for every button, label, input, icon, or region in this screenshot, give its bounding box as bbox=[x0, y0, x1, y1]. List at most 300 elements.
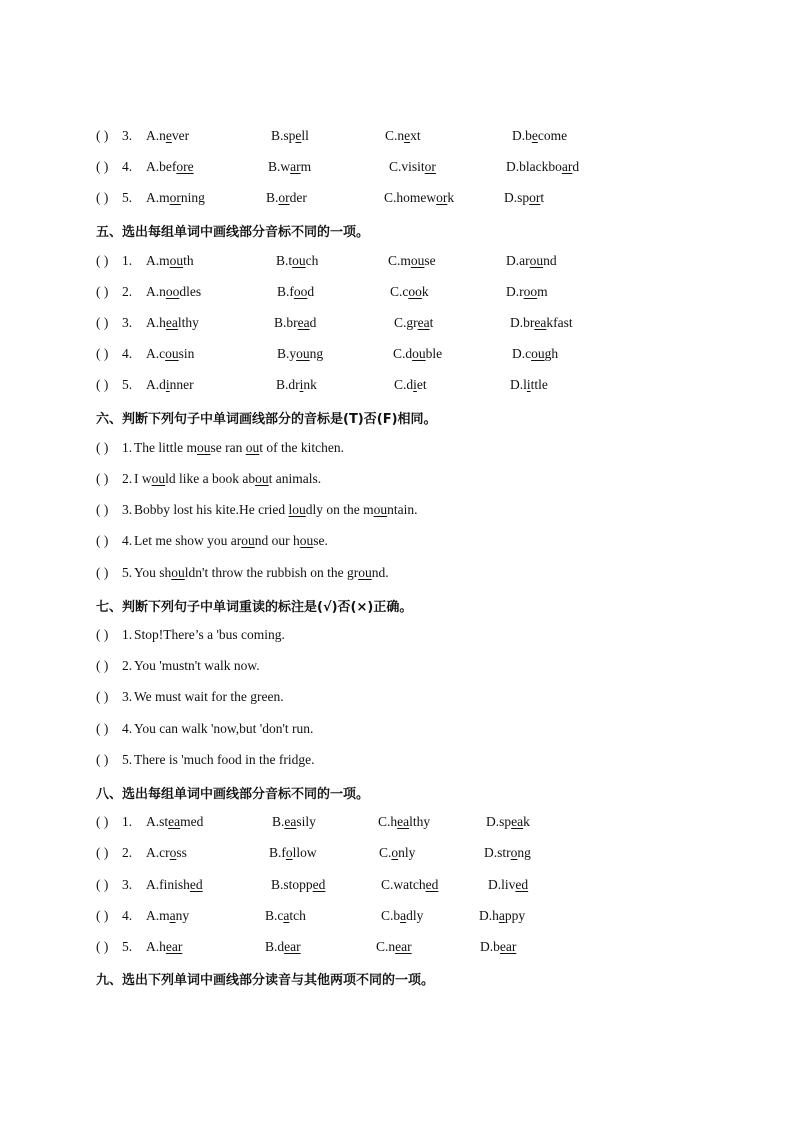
option-text-before: C. bbox=[379, 845, 392, 860]
question-number: 4. bbox=[122, 908, 133, 923]
option-word bbox=[506, 251, 557, 271]
underlined-letters: or bbox=[436, 190, 448, 205]
option-word bbox=[277, 344, 323, 364]
option-word bbox=[146, 251, 194, 271]
option-word bbox=[146, 282, 201, 302]
option-text-after: ning bbox=[180, 190, 205, 205]
option-text-before: A.c bbox=[146, 346, 166, 361]
question-row bbox=[96, 375, 696, 395]
option-word bbox=[146, 937, 182, 957]
option-text-before: B.t bbox=[276, 253, 293, 268]
sentence-text: ldn't throw the rubbish on the gr bbox=[184, 565, 359, 580]
option-text-after: th bbox=[183, 253, 194, 268]
question-number: 4. bbox=[122, 159, 133, 174]
sentence-text: The little m bbox=[134, 440, 197, 455]
option-text-before: B.f bbox=[269, 845, 286, 860]
underlined-letters: ed bbox=[312, 877, 326, 892]
option-word bbox=[146, 126, 189, 146]
question-number: 4. bbox=[122, 721, 133, 736]
option-text-before: C.visit bbox=[389, 159, 425, 174]
option-text-after: nner bbox=[169, 377, 194, 392]
answer-blank[interactable]: ( ) bbox=[96, 315, 109, 330]
option-text-after: d bbox=[309, 315, 317, 330]
question-row bbox=[96, 687, 696, 707]
sentence bbox=[134, 656, 260, 676]
option-text-after: ll bbox=[301, 128, 309, 143]
option-text-before: A.st bbox=[146, 814, 169, 829]
option-text-before: A.finish bbox=[146, 877, 190, 892]
sentence-text: We must wait for the green. bbox=[134, 689, 284, 704]
option-text-after: d bbox=[572, 159, 580, 174]
option-text-before: B.f bbox=[277, 284, 294, 299]
sentence-text: nd. bbox=[371, 565, 389, 580]
option-text-after: ss bbox=[176, 845, 187, 860]
option-text-after: k bbox=[447, 190, 455, 205]
underlined-letters: i bbox=[299, 377, 304, 392]
sentence-text: t animals. bbox=[268, 471, 322, 486]
question-row bbox=[96, 282, 696, 302]
option-word bbox=[393, 344, 442, 364]
sentence bbox=[134, 625, 285, 645]
question-row bbox=[96, 625, 696, 645]
option-word bbox=[274, 313, 316, 333]
option-text-before: C.gr bbox=[394, 315, 418, 330]
option-text-before: B. bbox=[266, 190, 279, 205]
underlined-letters: ear bbox=[499, 939, 517, 954]
answer-blank[interactable]: ( ) bbox=[96, 253, 109, 268]
answer-blank[interactable]: ( ) bbox=[96, 939, 109, 954]
question-number: 3. bbox=[122, 502, 133, 517]
underlined-letters: ou bbox=[296, 346, 310, 361]
underlined-letters: oo bbox=[293, 284, 308, 299]
option-word bbox=[510, 375, 548, 395]
question-number: 1. bbox=[122, 440, 133, 455]
underlined-letters: ou bbox=[410, 253, 425, 268]
question-number: 3. bbox=[122, 315, 133, 330]
option-word bbox=[146, 843, 187, 863]
option-text-before: C.c bbox=[390, 284, 409, 299]
option-text-after: xt bbox=[410, 128, 421, 143]
option-word bbox=[394, 313, 433, 333]
option-text-before: B.y bbox=[277, 346, 297, 361]
question-number: 5. bbox=[122, 565, 133, 580]
option-text-after: t bbox=[540, 190, 545, 205]
question-number: 1. bbox=[122, 627, 133, 642]
sentence-text: ld like a book ab bbox=[165, 471, 256, 486]
underlined-letters: ou bbox=[245, 440, 260, 455]
underlined-letters: ou bbox=[299, 533, 314, 548]
option-text-after: tch bbox=[289, 908, 306, 923]
answer-blank[interactable]: ( ) bbox=[96, 377, 109, 392]
option-text-before: C.watch bbox=[381, 877, 426, 892]
answer-blank[interactable]: ( ) bbox=[96, 565, 109, 580]
option-text-before: A.m bbox=[146, 190, 170, 205]
option-word bbox=[146, 157, 194, 177]
section-heading: 八、选出每组单词中画线部分音标不同的一项。 bbox=[96, 787, 370, 802]
sentence-text: There is 'much food in the fridge. bbox=[134, 752, 315, 767]
option-word bbox=[512, 126, 567, 146]
question-row bbox=[96, 188, 696, 208]
underlined-letters: ou bbox=[412, 346, 426, 361]
option-text-before: D.sp bbox=[504, 190, 530, 205]
answer-blank[interactable]: ( ) bbox=[96, 533, 109, 548]
question-row bbox=[96, 251, 696, 271]
question-number: 2. bbox=[122, 471, 133, 486]
option-word bbox=[484, 843, 531, 863]
underlined-letters: ou bbox=[169, 253, 184, 268]
option-text-before: A.cr bbox=[146, 845, 170, 860]
option-text-after: ttle bbox=[530, 377, 548, 392]
question-row bbox=[96, 531, 696, 551]
option-text-before: C.d bbox=[393, 346, 413, 361]
option-word bbox=[506, 282, 548, 302]
underlined-letters: ed bbox=[189, 877, 203, 892]
option-text-after: ble bbox=[425, 346, 443, 361]
sentence bbox=[134, 750, 315, 770]
underlined-letters: ou bbox=[255, 471, 269, 486]
underlined-letters: a bbox=[283, 908, 290, 923]
option-text-before: B.stopp bbox=[271, 877, 313, 892]
question-row bbox=[96, 157, 696, 177]
answer-blank[interactable]: ( ) bbox=[96, 440, 109, 455]
answer-blank[interactable]: ( ) bbox=[96, 159, 109, 174]
underlined-letters: ou bbox=[531, 346, 545, 361]
underlined-letters: a bbox=[498, 908, 505, 923]
underlined-letters: oo bbox=[408, 284, 422, 299]
option-text-before: C.d bbox=[394, 377, 414, 392]
underlined-letters: ou bbox=[165, 346, 179, 361]
option-text-after: med bbox=[180, 814, 204, 829]
underlined-letters: i bbox=[413, 377, 417, 392]
option-word bbox=[504, 188, 544, 208]
underlined-letters: e bbox=[531, 128, 538, 143]
question-row bbox=[96, 906, 696, 926]
underlined-letters: o bbox=[285, 845, 293, 860]
underlined-letters: ear bbox=[395, 939, 412, 954]
section-heading: 七、判断下列句子中单词重读的标注是(√)否(×)正确。 bbox=[96, 600, 413, 615]
underlined-letters: ou bbox=[373, 502, 388, 517]
answer-blank[interactable]: ( ) bbox=[96, 908, 109, 923]
underlined-letters: lou bbox=[288, 502, 306, 517]
option-word bbox=[146, 375, 194, 395]
option-text-after: ng bbox=[517, 845, 531, 860]
option-text-before: B.br bbox=[274, 315, 298, 330]
underlined-letters: i bbox=[526, 377, 531, 392]
option-text-after: lthy bbox=[409, 814, 431, 829]
underlined-letters: oo bbox=[523, 284, 538, 299]
underlined-letters: ou bbox=[241, 533, 255, 548]
option-word bbox=[388, 251, 436, 271]
underlined-letters: oo bbox=[165, 284, 180, 299]
underlined-letters: ea bbox=[511, 814, 524, 829]
option-word bbox=[269, 843, 317, 863]
option-text-before: A.n bbox=[146, 284, 166, 299]
option-text-before: A.h bbox=[146, 315, 166, 330]
underlined-letters: ea bbox=[417, 315, 430, 330]
option-text-after: t bbox=[429, 315, 434, 330]
option-text-after: m bbox=[300, 159, 312, 174]
option-text-before: C.homew bbox=[384, 190, 437, 205]
option-word bbox=[146, 313, 199, 333]
answer-blank[interactable]: ( ) bbox=[96, 845, 109, 860]
underlined-letters: o bbox=[391, 845, 399, 860]
option-text-before: D.liv bbox=[488, 877, 516, 892]
underlined-letters: i bbox=[165, 377, 170, 392]
underlined-letters: o bbox=[169, 845, 177, 860]
option-word bbox=[265, 906, 306, 926]
option-text-before: B.c bbox=[265, 908, 284, 923]
question-number: 2. bbox=[122, 284, 133, 299]
option-text-before: D.h bbox=[479, 908, 499, 923]
underlined-letters: ea bbox=[534, 315, 547, 330]
option-word bbox=[385, 126, 421, 146]
option-text-before: B. bbox=[272, 814, 285, 829]
option-word bbox=[479, 906, 525, 926]
sentence bbox=[134, 563, 389, 583]
option-text-before: A.bef bbox=[146, 159, 177, 174]
underlined-letters: ea bbox=[165, 315, 178, 330]
option-word bbox=[384, 188, 454, 208]
answer-blank[interactable]: ( ) bbox=[96, 627, 109, 642]
option-text-after: dly bbox=[406, 908, 424, 923]
option-text-after: dles bbox=[179, 284, 202, 299]
question-number: 5. bbox=[122, 939, 133, 954]
option-text-after: ppy bbox=[504, 908, 526, 923]
underlined-letters: or bbox=[278, 190, 290, 205]
option-text-after: gh bbox=[544, 346, 559, 361]
sentence-text: Bobby lost his kite.He cried bbox=[134, 502, 289, 517]
question-number: 4. bbox=[122, 346, 133, 361]
option-word bbox=[271, 126, 309, 146]
option-word bbox=[265, 937, 301, 957]
option-text-before: B.d bbox=[265, 939, 285, 954]
sentence-text: You 'mustn't walk now. bbox=[134, 658, 260, 673]
sentence bbox=[134, 500, 418, 520]
option-word bbox=[506, 157, 579, 177]
option-text-before: A.d bbox=[146, 377, 166, 392]
question-row bbox=[96, 313, 696, 333]
option-word bbox=[268, 157, 311, 177]
sentence bbox=[134, 531, 328, 551]
option-text-before: C.m bbox=[388, 253, 411, 268]
sentence bbox=[134, 719, 313, 739]
question-row bbox=[96, 812, 696, 832]
sentence bbox=[134, 469, 321, 489]
option-text-before: A.h bbox=[146, 939, 166, 954]
underlined-letters: ear bbox=[284, 939, 301, 954]
option-text-before: B.w bbox=[268, 159, 291, 174]
answer-blank[interactable]: ( ) bbox=[96, 752, 109, 767]
question-row bbox=[96, 843, 696, 863]
underlined-letters: ar bbox=[561, 159, 573, 174]
section-heading: 五、选出每组单词中画线部分音标不同的一项。 bbox=[96, 225, 370, 240]
option-text-after: kfast bbox=[546, 315, 573, 330]
option-text-after: k bbox=[421, 284, 429, 299]
sentence bbox=[134, 438, 344, 458]
option-word bbox=[266, 188, 307, 208]
question-number: 3. bbox=[122, 689, 133, 704]
option-word bbox=[146, 812, 203, 832]
sentence-text: You sh bbox=[134, 565, 172, 580]
underlined-letters: e bbox=[295, 128, 302, 143]
question-number: 5. bbox=[122, 190, 133, 205]
underlined-letters: o bbox=[510, 845, 518, 860]
option-text-after: m bbox=[537, 284, 548, 299]
sentence-text: Let me show you ar bbox=[134, 533, 242, 548]
option-word bbox=[146, 344, 194, 364]
option-text-before: D.sp bbox=[486, 814, 512, 829]
option-text-before: C.b bbox=[381, 908, 401, 923]
question-row bbox=[96, 126, 696, 146]
underlined-letters: e bbox=[404, 128, 411, 143]
option-text-after: ch bbox=[305, 253, 319, 268]
answer-blank[interactable]: ( ) bbox=[96, 689, 109, 704]
underlined-letters: or bbox=[424, 159, 436, 174]
option-word bbox=[376, 937, 412, 957]
option-word bbox=[480, 937, 516, 957]
answer-blank[interactable]: ( ) bbox=[96, 128, 109, 143]
option-text-after: se bbox=[424, 253, 436, 268]
sentence-text: ntain. bbox=[387, 502, 418, 517]
underlined-letters: ou bbox=[292, 253, 306, 268]
option-text-after: ver bbox=[171, 128, 190, 143]
option-word bbox=[381, 906, 423, 926]
sentence-text: dly on the m bbox=[305, 502, 374, 517]
option-text-after: come bbox=[537, 128, 568, 143]
option-word bbox=[271, 875, 325, 895]
option-word bbox=[146, 875, 203, 895]
option-word bbox=[276, 375, 317, 395]
question-row bbox=[96, 937, 696, 957]
option-text-after: k bbox=[523, 814, 530, 829]
answer-blank[interactable]: ( ) bbox=[96, 284, 109, 299]
question-number: 3. bbox=[122, 877, 133, 892]
question-row bbox=[96, 469, 696, 489]
underlined-letters: or bbox=[529, 190, 541, 205]
option-word bbox=[378, 812, 430, 832]
option-word bbox=[389, 157, 436, 177]
option-text-after: ng bbox=[309, 346, 324, 361]
question-number: 1. bbox=[122, 814, 133, 829]
option-text-before: A.m bbox=[146, 253, 170, 268]
answer-blank[interactable]: ( ) bbox=[96, 346, 109, 361]
underlined-letters: ou bbox=[358, 565, 372, 580]
option-text-before: B.dr bbox=[276, 377, 300, 392]
option-text-before: D.br bbox=[510, 315, 535, 330]
sentence-text: t of the kitchen. bbox=[259, 440, 344, 455]
question-number: 3. bbox=[122, 128, 133, 143]
option-text-before: A.n bbox=[146, 128, 166, 143]
option-word bbox=[146, 188, 205, 208]
option-text-before: D.ar bbox=[506, 253, 530, 268]
option-text-before: D.r bbox=[506, 284, 524, 299]
question-number: 2. bbox=[122, 845, 133, 860]
option-text-before: A.m bbox=[146, 908, 170, 923]
underlined-letters: ore bbox=[176, 159, 194, 174]
underlined-letters: or bbox=[169, 190, 181, 205]
option-word bbox=[488, 875, 528, 895]
option-word bbox=[379, 843, 415, 863]
option-text-after: der bbox=[289, 190, 307, 205]
option-word bbox=[512, 344, 558, 364]
option-word bbox=[276, 251, 318, 271]
underlined-letters: ea bbox=[397, 814, 410, 829]
option-text-before: D.c bbox=[512, 346, 532, 361]
answer-blank[interactable]: ( ) bbox=[96, 877, 109, 892]
underlined-letters: a bbox=[400, 908, 407, 923]
option-text-before: D.blackbo bbox=[506, 159, 562, 174]
option-text-after: et bbox=[416, 377, 427, 392]
sentence-text: nd our h bbox=[254, 533, 300, 548]
option-text-after: sin bbox=[178, 346, 195, 361]
option-word bbox=[510, 313, 573, 333]
option-text-before: C.n bbox=[385, 128, 405, 143]
question-row bbox=[96, 344, 696, 364]
option-text-after: d bbox=[307, 284, 315, 299]
option-text-before: D.b bbox=[512, 128, 532, 143]
option-text-after: sily bbox=[296, 814, 316, 829]
question-row bbox=[96, 875, 696, 895]
question-number: 4. bbox=[122, 533, 133, 548]
answer-blank[interactable]: ( ) bbox=[96, 721, 109, 736]
underlined-letters: ou bbox=[529, 253, 544, 268]
sentence-text: se. bbox=[313, 533, 328, 548]
underlined-letters: ar bbox=[290, 159, 301, 174]
option-text-after: nd bbox=[543, 253, 557, 268]
option-text-before: D.str bbox=[484, 845, 511, 860]
answer-blank[interactable]: ( ) bbox=[96, 658, 109, 673]
option-text-after: llow bbox=[292, 845, 317, 860]
underlined-letters: ou bbox=[171, 565, 185, 580]
option-word bbox=[277, 282, 314, 302]
answer-blank[interactable]: ( ) bbox=[96, 190, 109, 205]
sentence-text: Stop!There’s a 'bus coming. bbox=[134, 627, 285, 642]
option-text-after: nk bbox=[303, 377, 317, 392]
section-heading: 六、判断下列句子中单词画线部分的音标是(T)否(F)相同。 bbox=[96, 412, 437, 427]
answer-blank[interactable]: ( ) bbox=[96, 502, 109, 517]
option-word bbox=[486, 812, 530, 832]
underlined-letters: ed bbox=[515, 877, 529, 892]
question-row bbox=[96, 563, 696, 583]
underlined-letters: ou bbox=[151, 471, 166, 486]
underlined-letters: ea bbox=[168, 814, 181, 829]
option-text-after: nly bbox=[398, 845, 416, 860]
sentence-text: se ran bbox=[210, 440, 246, 455]
sentence bbox=[134, 687, 284, 707]
answer-blank[interactable]: ( ) bbox=[96, 471, 109, 486]
underlined-letters: ed bbox=[425, 877, 439, 892]
option-text-before: C.h bbox=[378, 814, 398, 829]
question-row bbox=[96, 438, 696, 458]
sentence-text: You can walk 'now,but 'don't run. bbox=[134, 721, 314, 736]
option-text-before: B.sp bbox=[271, 128, 296, 143]
option-word bbox=[272, 812, 316, 832]
underlined-letters: e bbox=[165, 128, 172, 143]
underlined-letters: ea bbox=[297, 315, 310, 330]
option-text-after: lthy bbox=[177, 315, 199, 330]
option-text-after: ny bbox=[175, 908, 190, 923]
option-word bbox=[381, 875, 438, 895]
underlined-letters: ou bbox=[197, 440, 211, 455]
answer-blank[interactable]: ( ) bbox=[96, 814, 109, 829]
question-row bbox=[96, 719, 696, 739]
sentence-text: I w bbox=[134, 471, 152, 486]
question-number: 5. bbox=[122, 752, 133, 767]
option-text-before: C.n bbox=[376, 939, 396, 954]
question-number: 1. bbox=[122, 253, 133, 268]
option-text-before: D.b bbox=[480, 939, 500, 954]
question-number: 5. bbox=[122, 377, 133, 392]
